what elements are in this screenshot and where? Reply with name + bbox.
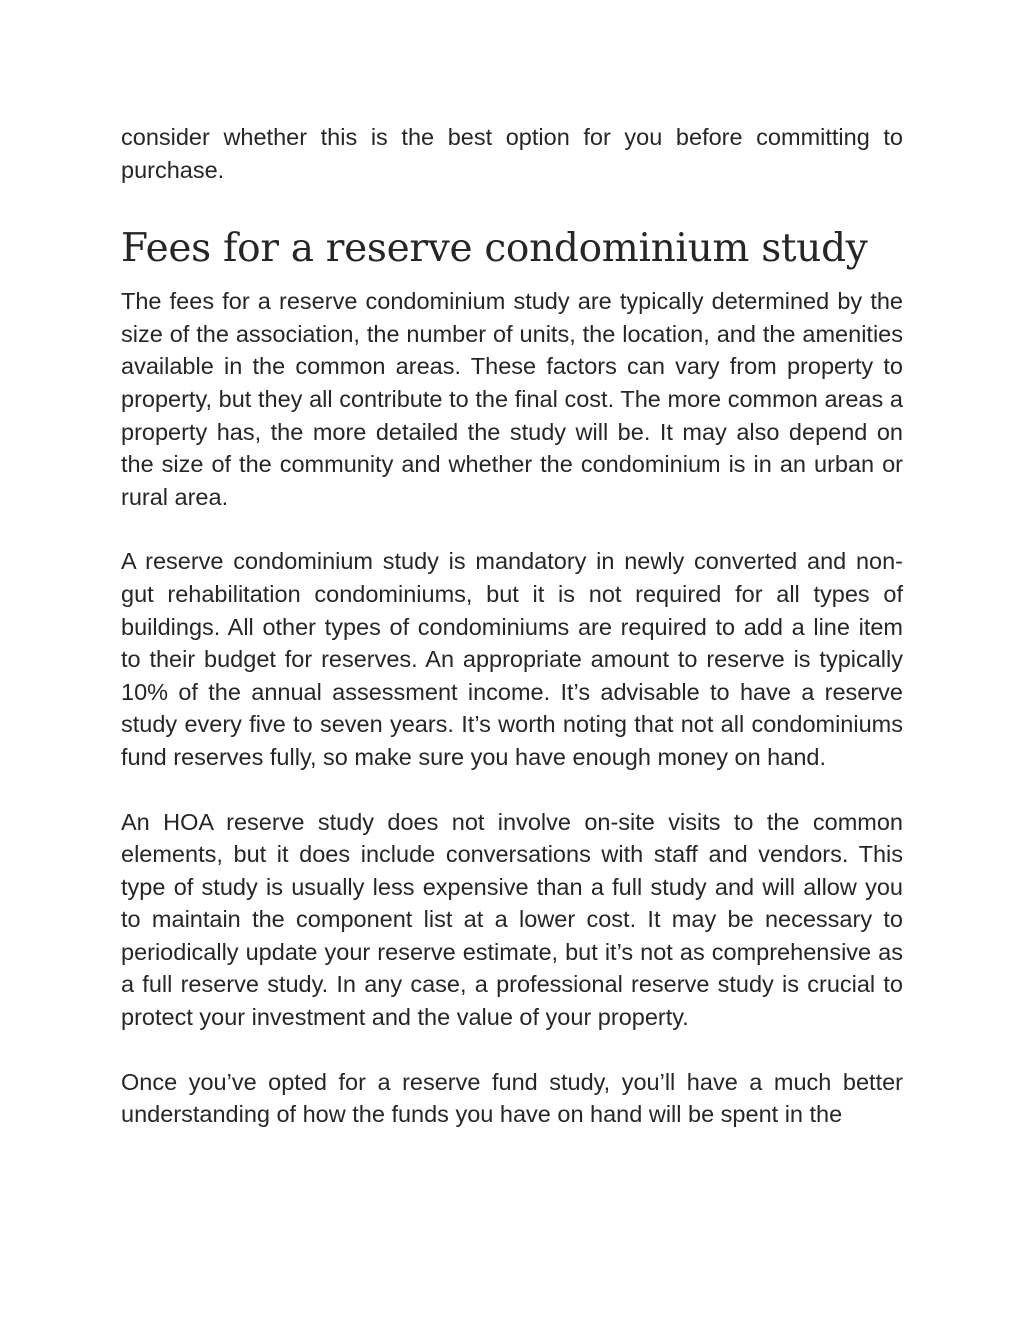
body-paragraph: The fees for a reserve condominium study are typically determined by the size of the association, the number of units, the location, and the amenities available in the common areas. These factors can vary from property to property, but they all contribute to the final cost. The more common areas a property has, the more detailed the study will be. It may also depend on the size of the community and whether the condominium is in an urban or rural area. bbox=[121, 288, 903, 510]
section-heading: Fees for a reserve condominium study bbox=[121, 226, 868, 272]
body-paragraph: A reserve condominium study is mandatory in newly converted and non-gut rehabilitation condominiums, but it is not required for all types of buildings. All other types of condominiums are required to add a line item to their budget for reserves. An appropriate amount to reserve is typically 10% of the annual assessment income. It’s advisable to have a reserve study every five to seven years. It’s worth noting that not all condominiums fund reserves fully, so make sure you have enough money on hand. bbox=[121, 548, 903, 770]
body-paragraph: Once you’ve opted for a reserve fund study, you’ll have a much better understanding of how the funds you have on hand will be spent in the bbox=[121, 1068, 903, 1128]
document-page bbox=[121, 121, 903, 1131]
intro-paragraph: consider whether this is the best option for you before committing to purchase. bbox=[121, 124, 903, 183]
body-paragraph: An HOA reserve study does not involve on-site visits to the common elements, but it does include conversations with staff and vendors. This type of study is usually less expensive than a full study and will allow you to maintain the component list at a lower cost. It may be necessary to periodically update your reserve estimate, but it’s not as comprehensive as a full reserve study. In any case, a professional reserve study is crucial to protect your investment and the value of your property. bbox=[121, 808, 903, 1031]
